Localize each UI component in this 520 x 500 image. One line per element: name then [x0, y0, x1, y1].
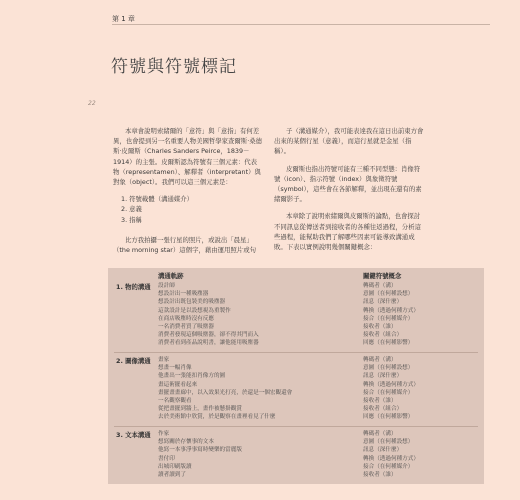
table-row: 想設計出既包裝美的吸塵器	[158, 299, 226, 306]
table-row: 作家	[158, 431, 170, 437]
table-row: 轉碼者（溝）	[363, 431, 397, 437]
right-paragraph-2: 皮爾斯也指出符號可能有三種不同型態：肖像符號（icon）、指示符號（index）與象徵符號（symbol），這些會在各節解釋，並出現在還有的素緒爾影子。	[274, 164, 422, 204]
section-items	[158, 282, 259, 348]
right-paragraph-1: 子（溝通媒介），我可能表達我在這日出前東方會出來的某個行星（意義），而這行星就是金星（指稱）。	[274, 127, 424, 156]
table-row: 畫擺畫畫廊中，以入效果光打亮，於還是一個宏觀還會	[158, 389, 293, 396]
left-column	[113, 126, 263, 262]
table-row: 畫這術擺看起來	[158, 381, 198, 388]
table-row: 意圖（在何種設想）	[363, 439, 414, 446]
table-row: 接收者（誰）	[363, 398, 397, 405]
section-codes	[363, 430, 419, 479]
table-row: 回應（在何種影響）	[363, 414, 414, 421]
table-row: 接收者（組合）	[363, 332, 403, 339]
table-row: 書付印	[158, 455, 175, 462]
section-label-texts: 3. 文本溝通	[116, 431, 151, 439]
table-header-trajectory: 溝通軌跡	[158, 272, 184, 280]
list-item: 1. 符號載體（溝通媒介）	[121, 195, 194, 204]
table-row: 一名觀察觀看	[158, 398, 192, 405]
table-row: 接收者（誰）	[363, 472, 397, 479]
row-divider	[114, 352, 478, 353]
table-row: 轉碼者（溝）	[363, 357, 397, 363]
table-row: 他寫一本事淨事寫時變樂的當麗版	[158, 447, 242, 454]
table-row: 消費者發現這個吸塵器，卻不得其門而入	[158, 332, 259, 339]
page-number: 22	[88, 100, 96, 107]
table-row: 從把畫擺到牆上，畫作被懸掛觀賞	[158, 406, 242, 413]
table-header-concepts: 關鍵符號概念	[363, 272, 402, 280]
table-row: 接合（在何種媒介）	[363, 389, 414, 396]
table-row: 轉換（透過何種方式）	[363, 455, 419, 462]
chapter-label: 第 1 章	[112, 15, 135, 23]
table-row: 訊息（深什麼）	[363, 447, 403, 454]
right-paragraph-3: 本章除了說明索緒爾與皮爾斯的論點，也會探討不同訊息從傳送者到接收者的各種往返過程，分析這些過程，能幫助我們了解哪些因素可能導致溝通成敗。下表以實例說明幾個關鍵概念：	[274, 212, 421, 252]
section-items	[158, 430, 242, 479]
table-row: 一名消費者買了吸塵器	[158, 324, 214, 331]
section-codes	[363, 356, 419, 422]
element-list	[113, 194, 263, 225]
left-paragraph-1: 本章會說明索緒爾的「意符」與「意指」有何差異，也會提到另一名重要人物美國哲學家查爾斯·桑德斯·皮爾斯（Charles Sanders Peirce，1839－1914）的主張。皮爾斯認為符號有三個元素：代表物（representamen）、解釋者（interpretant）與對象（object）。我們可以這三個元素是：	[113, 127, 263, 187]
table-row: 這款設計是以設想視為重製作	[158, 307, 231, 314]
table-row: 想寫關於存懷事的文本	[158, 439, 214, 446]
section-label-images: 2. 圖像溝通	[116, 357, 151, 365]
table-row: 回應（在何種影響）	[363, 340, 414, 347]
section-codes	[363, 282, 419, 348]
table-row: 意圖（在何種設想）	[363, 365, 414, 372]
right-column	[274, 126, 424, 259]
table-row: 轉碼者（溝）	[363, 283, 397, 289]
section-title: 符號與符號標記	[111, 57, 237, 77]
table-row: 轉換（透過何種方式）	[363, 381, 419, 388]
table-row: 設計師	[158, 283, 175, 289]
table-row: 消費者看到產品說明書，讓他能用吸塵器	[158, 340, 259, 347]
list-item: 3. 指稱	[121, 215, 142, 224]
table-row: 想畫一幅肖像	[158, 365, 192, 372]
list-item: 2. 意義	[121, 205, 142, 214]
section-items	[158, 356, 292, 422]
table-row: 他畫出一張能扣肖像方的圖	[158, 373, 226, 380]
section-label-objects: 1. 物的溝通	[116, 283, 151, 291]
table-row: 想設計出一種吸塵器	[158, 291, 209, 298]
table-row: 接合（在何種媒介）	[363, 315, 414, 322]
table-row: 訊息（深什麼）	[363, 299, 403, 306]
header-rule	[112, 24, 490, 25]
table-row: 畫家	[158, 357, 170, 363]
table-row: 意圖（在何種設想）	[363, 291, 414, 298]
left-paragraph-2: 比方我拍攝一張行星的照片，或說出「晨星」（the morning star）這個字，藉由運用照片或句	[113, 235, 256, 255]
table-row: 接收者（誰）	[363, 324, 397, 331]
table-row: 出城印刷版讀	[158, 463, 192, 470]
table-row: 去於美術館中欣賞，於是觀察在畫裡看見了什麼	[158, 414, 276, 421]
table-row: 在商店吸塵時沒有反應	[158, 315, 214, 322]
table-row: 訊息（深什麼）	[363, 373, 403, 380]
table-row: 接收者（組合）	[363, 406, 403, 413]
row-divider	[114, 426, 478, 427]
communication-table	[108, 268, 484, 484]
table-row: 轉換（透過何種方式）	[363, 307, 419, 314]
table-row: 讀者讀到了	[158, 472, 186, 479]
table-row: 接合（在何種媒介）	[363, 463, 414, 470]
